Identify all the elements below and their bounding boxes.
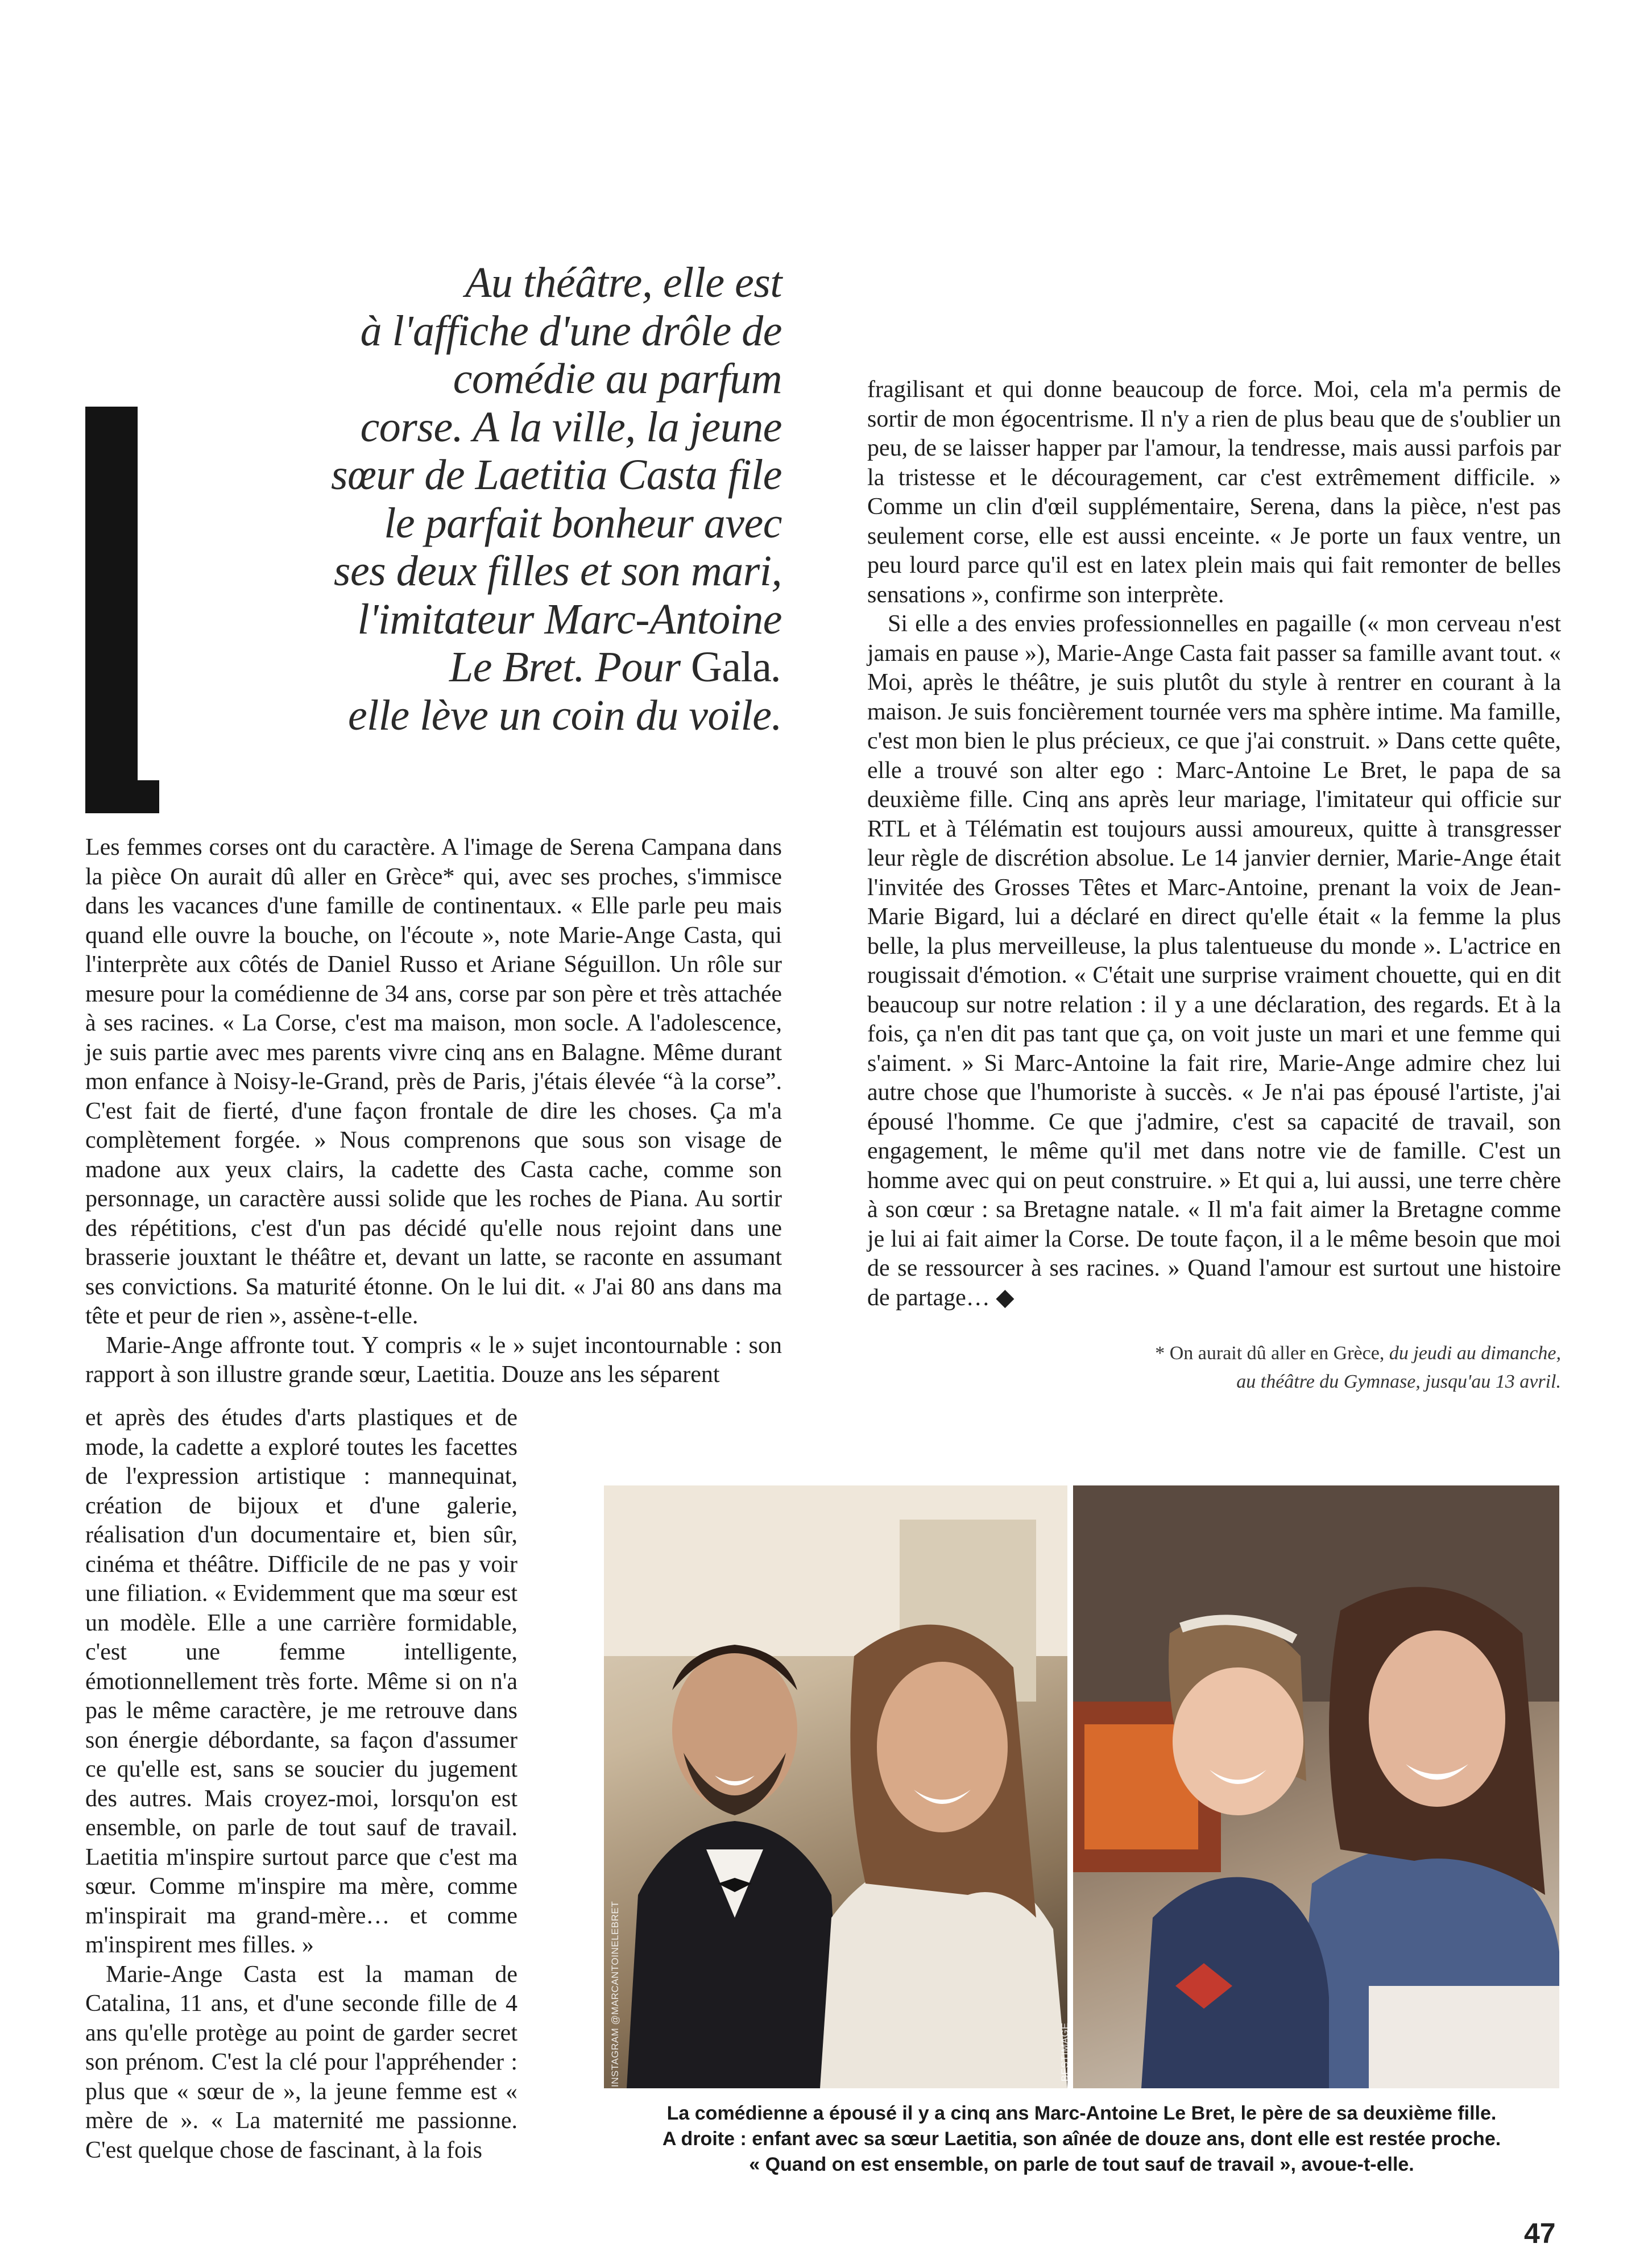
standfirst-line: Au théâtre, elle est: [465, 259, 782, 307]
article-paragraph: fragilisant et qui donne beaucoup de force. Moi, cela m'a permis de sortir de mon égocentrisme. Il n'y a rien de plus beau que de s'oublier un peu, de se laisser happer par l'amour, la tendresse, mais aussi parfois par la tristesse et le découragement, car c'est extrêmement difficile. » Comme un clin d'œil supplémentaire, Serena, dans la pièce, n'est pas seulement corse, elle est aussi enceinte. « Je porte un faux ventre, un peu lourd parce qu'il est en latex plein mais qui fait remonter de belles sensations », confirme son interprète.: [867, 376, 1561, 608]
caption-line: « Quand on est ensemble, on parle de tout sauf de travail », avoue-t-elle.: [749, 2154, 1414, 2175]
article-paragraph: Marie-Ange Casta est la maman de Catalina, 11 ans, et d'une seconde fille de 4 ans qu'elle protège au point de garder secret son prénom. C'est la clé pour l'appréhender : plus que « sœur de », la jeune femme est « mère de ». « La maternité me passionne. C'est quelque chose de fascinant, à la fois: [85, 1961, 517, 2163]
photo-caption: [604, 2101, 1559, 2178]
wedding-photo: [604, 1485, 1067, 2088]
article-column-right: [867, 375, 1561, 1313]
article-paragraph: et après des études d'arts plastiques et de mode, la cadette a exploré toutes les facettes de l'expression artistique : mannequinat, création de bijoux et d'une galerie, réalisation d'un documentaire et, bien sûr, cinéma et théâtre. Difficile de ne pas y voir une filiation. « Evidemment que ma sœur est un modèle. Elle a une carrière formidable, c'est une femme intelligente, émotionnellement très forte. Même si on n'a pas le même caractère, je me retrouve dans son énergie débordante, sa façon d'assumer ce qu'elle est, sans se soucier du jugement des autres. Mais croyez-moi, lorsqu'on est ensemble, on parle de tout sauf de travail. Laetitia m'inspire surtout parce que c'est ma sœur. Comme m'inspire ma mère, comme m'inspirait ma grand-mère… et comme m'inspirent mes filles. »: [85, 1405, 517, 1958]
footnote-details-2: au théâtre du Gymnase, jusqu'au 13 avril.: [1236, 1371, 1561, 1392]
standfirst-line: corse. A la ville, la jeune: [360, 403, 782, 451]
footnote-details-1: du jeudi au dimanche,: [1384, 1343, 1561, 1364]
standfirst-line: l'imitateur Marc-Antoine: [357, 595, 782, 643]
photo-credit-right: BESTIMAGE: [1059, 2022, 1070, 2081]
footnote-line-2: [867, 1368, 1561, 1396]
standfirst: [318, 259, 782, 739]
caption-line: A droite : enfant avec sa sœur Laetitia, son aînée de douze ans, dont elle est restée proche.: [662, 2128, 1501, 2150]
magazine-name: Gala: [691, 643, 772, 691]
footnote-line-1: [867, 1339, 1561, 1368]
standfirst-line-text: Le Bret. Pour: [449, 643, 681, 691]
photo-pair: [604, 1485, 1559, 2088]
standfirst-line: à l'affiche d'une drôle de: [360, 307, 782, 355]
article-paragraph: Marie-Ange affronte tout. Y compris « le » sujet incontournable : son rapport à son illustre grande sœur, Laetitia. Douze ans les séparent: [85, 1332, 782, 1388]
photo-credit-left: INSTAGRAM @MARCANTOINELEBRET: [610, 1901, 620, 2087]
standfirst-line: [318, 643, 782, 692]
standfirst-line: sœur de Laetitia Casta file: [331, 451, 782, 499]
page-number: 47: [1524, 2217, 1556, 2249]
standfirst-dot: .: [771, 643, 782, 691]
caption-line: La comédienne a épousé il y a cinq ans Marc-Antoine Le Bret, le père de sa deuxième fille.: [666, 2103, 1497, 2124]
footnote-title: * On aurait dû aller en Grèce,: [1155, 1343, 1385, 1364]
drop-cap-stem: [85, 407, 138, 813]
article-column-left-narrow: [85, 1404, 517, 2165]
sisters-childhood-photo: [1073, 1485, 1559, 2088]
standfirst-line: elle lève un coin du voile.: [347, 691, 782, 739]
drop-cap-l: [85, 407, 159, 813]
wedding-photo-illustration: [604, 1485, 1067, 2088]
article-paragraph: Si elle a des envies professionnelles en pagaille (« mon cerveau n'est jamais en pause »), Marie-Ange Casta fait passer sa famille avant tout. « Moi, après le théâtre, je suis plutôt du style à rentrer en courant à la maison. Je suis foncièrement tournée vers ma sphère intime. Ma famille, c'est mon bien le plus précieux, ce que j'ai construit. » Dans cette quête, elle a trouvé son alter ego : Marc-Antoine Le Bret, le papa de sa deuxième fille. Cinq ans après leur mariage, l'imitateur qui officie sur RTL et à Télématin est toujours aussi amoureux, quitte à transgresser leur règle de discrétion absolue. Le 14 janvier dernier, Marie-Ange était l'invitée des Grosses Têtes et Marc-Antoine, prenant la voix de Jean-Marie Bigard, lui a déclaré en direct qu'elle était « la femme la plus belle, la plus merveilleuse, la plus talentueuse du monde ». L'actrice en rougissait d'émotion. « C'était une surprise vraiment chouette, qui en dit beaucoup sur notre relation : il y a une déclaration, des regards. Et à la fois, ça n'en dit pas tant que ça, on voit juste un mari et une femme qui s'aiment. » Si Marc-Antoine la fait rire, Marie-Ange admire chez lui autre chose que l'humoriste à succès. « Je n'ai pas épousé l'artiste, j'ai épousé l'homme. Ce que j'admire, c'est sa capacité de travail, son engagement, le même qu'il met dans notre vie de famille. C'est un homme avec qui on peut construire. » Et qui a, lui aussi, une terre chère à son cœur : sa Bretagne natale. « Il m'a fait aimer la Bretagne comme je lui ai fait aimer la Corse. De toute façon, il a le même besoin que moi de se ressourcer à ses racines. » Quand l'amour est surtout une histoire de partage… ◆: [867, 611, 1561, 1311]
drop-cap-foot: [85, 780, 159, 813]
article-column-left: [85, 833, 782, 1390]
article-paragraph: Les femmes corses ont du caractère. A l'image de Serena Campana dans la pièce On aurait dû aller en Grèce* qui, avec ses proches, s'immisce dans les vacances d'une famille de continentaux. « Elle parle peu mais quand elle ouvre la bouche, on l'écoute », note Marie-Ange Casta, qui l'interprète aux côtés de Daniel Russo et Ariane Séguillon. Un rôle sur mesure pour la comédienne de 34 ans, corse par son père et très attachée à ses racines. « La Corse, c'est ma maison, mon socle. A l'adolescence, je suis partie avec mes parents vivre cinq ans en Balagne. Même durant mon enfance à Noisy-le-Grand, près de Paris, j'étais élevée “à la corse”. C'est fait de fierté, d'une façon frontale de dire les choses. Ça m'a complètement forgée. » Nous comprenons que sous son visage de madone aux yeux clairs, la cadette des Casta cache, comme son personnage, un caractère aussi solide que les roches de Piana. Au sortir des répétitions, c'est d'un pas décidé qu'elle nous rejoint dans une brasserie jouxtant le théâtre et, devant un latte, se raconte en assumant ses convictions. Sa maturité étonne. On le lui dit. « J'ai 80 ans dans ma tête et peur de rien », assène-t-elle.: [85, 834, 782, 1329]
sisters-photo-illustration: [1073, 1485, 1559, 2088]
standfirst-line: comédie au parfum: [453, 355, 782, 403]
standfirst-line: le parfait bonheur avec: [384, 499, 782, 547]
standfirst-line: ses deux filles et son mari,: [333, 547, 782, 595]
play-footnote: [867, 1339, 1561, 1396]
